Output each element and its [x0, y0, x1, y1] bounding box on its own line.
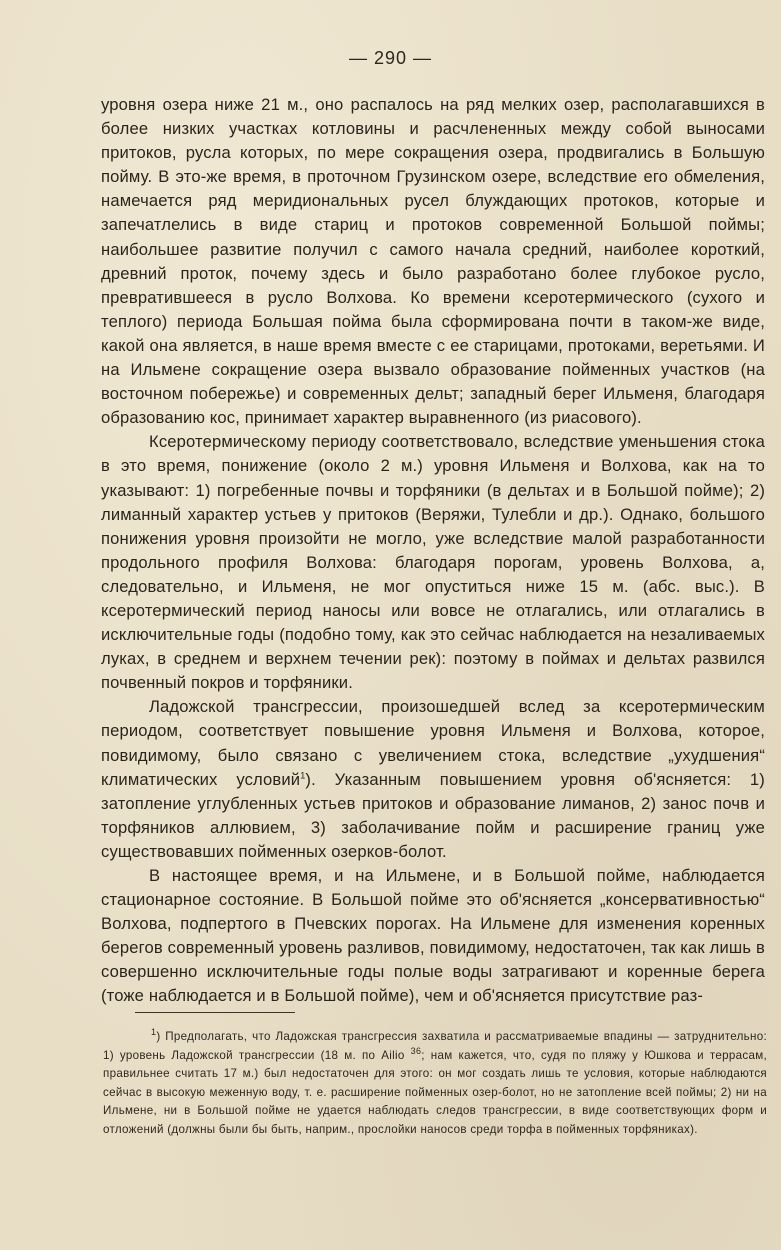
body-text — [101, 93, 765, 1009]
paragraph-2: Ксеротермическому периоду соответствовало, вследствие уменьшения стока в это время, понижение (около 2 м.) уровня Ильменя и Волхова, как на то указывают: 1) погребенные почвы и торфяники (в дельтах и в Большой пойме); 2) лиманный характер устьев у притоков (Веряжи, Тулебли и др.). Однако, большого понижения уровня произойти не могло, уже вследствие малой разработанности продольного профиля Волхова: благодаря порогам, уровень Волхова, а, следовательно, и Ильменя, не мог опуститься ниже 15 м. (абс. выс.). В ксеротермический период наносы или вовсе не отлагались, или отлагались в исключительные годы (подобно тому, как это сейчас наблюдается на незаливаемых луках, в среднем и верхнем течении рек): поэтому в поймах и дельтах развился почвенный покров и торфяники. — [101, 432, 765, 693]
footnote-reference[interactable]: 1 — [300, 770, 306, 781]
paragraph-1: уровня озера ниже 21 м., оно распалось на ряд мелких озер, располагавшихся в более низких участках котловины и расчлененных между собой выносами притоков, русла которых, по мере сокращения озера, продвигались в Большую пойму. В это-же время, в проточном Грузинском озере, вследствие его обмеления, намечается ряд меридиональных русел блуждающих протоков, которые и запечатлелись в виде стариц и протоков современной Большой поймы; наибольшее развитие получил с самого начала средний, наиболее короткий, древний проток, почему здесь и было разработано более глубокое русло, превратившееся в русло Волхова. Ко времени ксеротермического (сухого и теплого) периода Большая пойма была сформирована почти в таком-же виде, какой она является, в наше время вместе с ее старицами, протоками, веретьями. И на Ильмене сокращение озера вызвало образование пойменных участков (на восточном побережье) и современных дельт; западный берег Ильменя, благодаря образованию кос, принимает характер выравненного (из риасового). — [101, 95, 765, 428]
page-number: — 290 — — [348, 48, 433, 68]
footnote-marker: 1 — [151, 1027, 157, 1038]
footnote-divider — [135, 1012, 295, 1013]
paragraph-3-text: Ладожской трансгрессии, произошедшей вслед за ксеротермическим периодом, соответствует повышение уровня Ильменя и Волхова, которое, повидимому, было связано с увеличением стока, вследствие „ухудшения“ климатических условий — [101, 697, 765, 789]
footnote-text-b: ; нам кажется, что, судя по пляжу у Юшкова и террасам, правильнее считать 17 м.) был недостаточен для этого: он мог создать лишь те условия, которые наблюдаются сейчас в высокую меженную воду, т. е. расширение пойменных озер-болот, но не затопление всей поймы; 2) ни на Ильмене, ни в Большой пойме не удается наблюдать следов трансгрессии, в виде соответствующих форм и отложений (должны были бы быть, наприм., прослойки наносов среди торфа в пойменных торфяниках). — [103, 1048, 767, 1136]
paragraph-4: В настоящее время, и на Ильмене, и в Большой пойме, наблюдается стационарное состояние. В Большой пойме это об'ясняется „консервативностью“ Волхова, подпертого в Пчевских порогах. На Ильмене для изменения коренных берегов современный уровень разливов, повидимому, недостаточен, так как лишь в совершенно исключительные годы полые воды затрагивают и коренные берега (тоже наблюдается и в Большой пойме), чем и об'ясняется присутствие раз- — [101, 866, 765, 1006]
footnote-text-a: ) Предполагать, что Ладожская трансгрессия захватила и рассматриваемые впадины — затруднительно: 1) уровень Ладожской трансгрессии (18 м. по Ailio — [103, 1030, 767, 1062]
citation-reference: 36 — [410, 1045, 422, 1056]
paragraph-3-continuation: ). Указанным повышением уровня об'ясняется: 1) затопление углубленных устьев притоков и образование лиманов, 2) занос почв и торфяников аллювием, 3) заболачивание пойм и расширение границ уже существовавших пойменных озерков-болот. — [101, 769, 765, 861]
footnotes — [103, 1028, 767, 1140]
paragraph-3 — [101, 695, 765, 864]
footnote-1 — [103, 1028, 767, 1140]
